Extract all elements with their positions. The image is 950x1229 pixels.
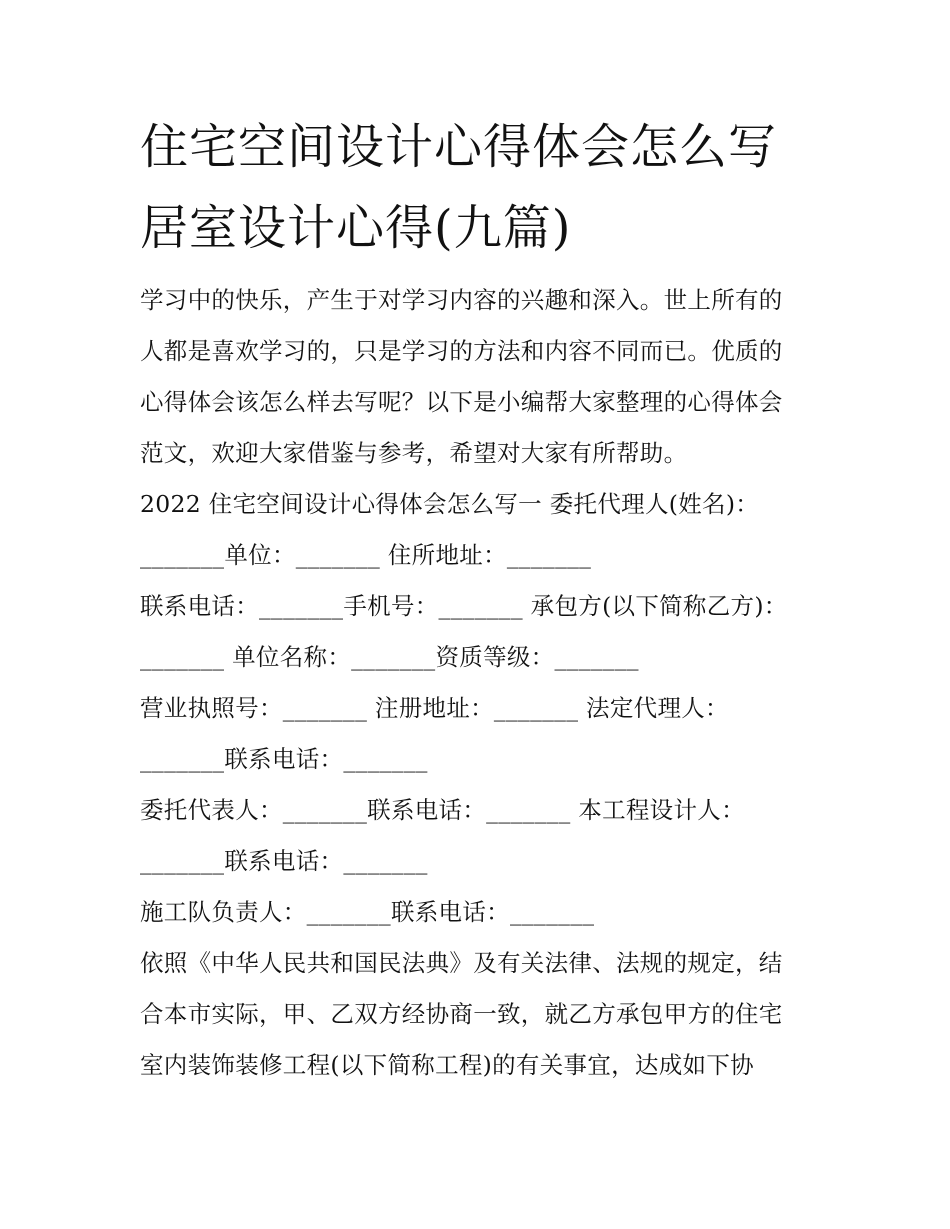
form-field-line: 联系电话：_______手机号：_______ 承包方(以下简称乙方)： [140,592,788,620]
document-title-line-2: 居室设计心得(九篇) [140,200,572,256]
form-field-line: _______联系电话：_______ [140,745,428,773]
agreement-paragraph-line: 合本市实际，甲、乙双方经协商一致，就乙方承包甲方的住宅 [140,1000,783,1028]
intro-paragraph-line: 人都是喜欢学习的，只是学习的方法和内容不同而已。优质的 [140,337,783,365]
form-field-line: _______联系电话：_______ [140,847,428,875]
intro-paragraph-line: 范文，欢迎大家借鉴与参考，希望对大家有所帮助。 [140,439,688,467]
form-field-line: _______单位：_______ 住所地址：_______ [140,541,592,569]
intro-paragraph-line: 学习中的快乐，产生于对学习内容的兴趣和深入。世上所有的 [140,286,783,314]
form-field-line: _______ 单位名称：_______资质等级：_______ [140,643,639,671]
form-field-line: 施工队负责人：_______联系电话：_______ [140,898,595,926]
document-title-line-1: 住宅空间设计心得体会怎么写 [140,119,778,175]
form-field-line: 委托代表人：_______联系电话：_______ 本工程设计人： [140,796,745,824]
section-heading-line: 2022 住宅空间设计心得体会怎么写一 委托代理人(姓名)： [140,490,760,518]
agreement-paragraph-line: 室内装饰装修工程(以下简称工程)的有关事宜，达成如下协 [140,1051,754,1079]
agreement-paragraph-line: 依照《中华人民共和国民法典》及有关法律、法规的规定，结 [140,949,783,977]
intro-paragraph-line: 心得体会该怎么样去写呢？以下是小编帮大家整理的心得体会 [140,388,783,416]
form-field-line: 营业执照号：_______ 注册地址：_______ 法定代理人： [140,694,729,722]
